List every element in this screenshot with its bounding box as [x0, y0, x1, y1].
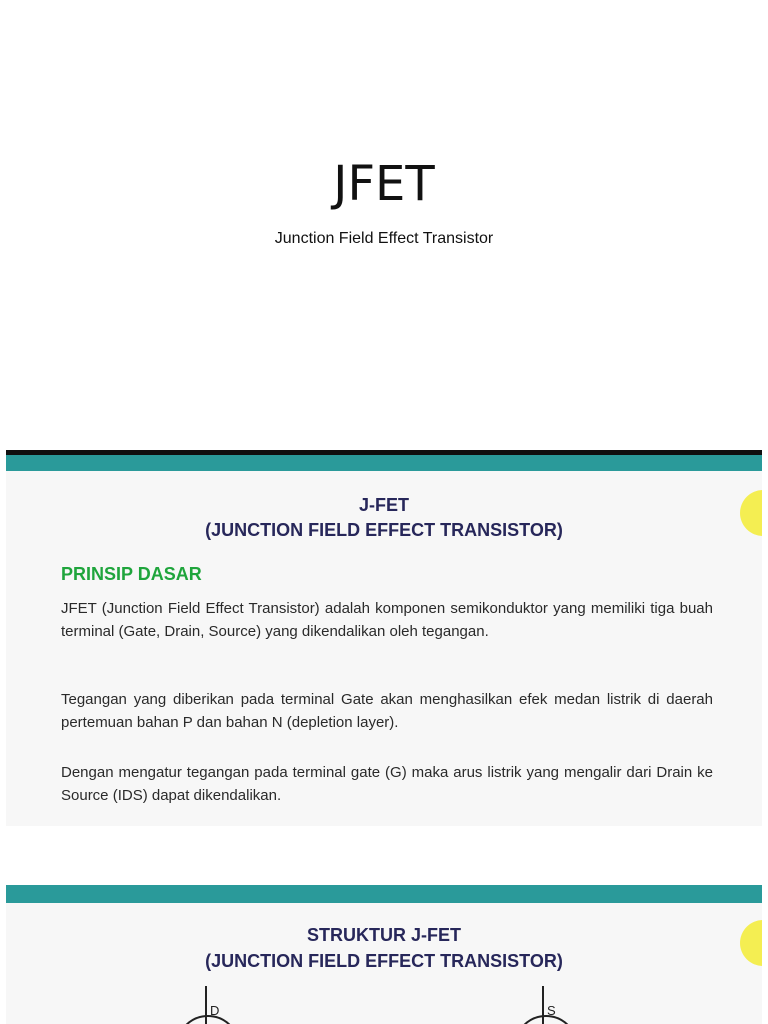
slide-subheading: (JUNCTION FIELD EFFECT TRANSISTOR) [205, 520, 563, 540]
paragraph: Dengan mengatur tegangan pada terminal gate (G) maka arus listrik yang mengalir dari Drain ke Source (IDS) dapat dikendalikan. [61, 764, 713, 804]
slide-prinsip-dasar [6, 450, 762, 826]
main-title: JFET [333, 156, 435, 212]
paragraph: JFET (Junction Field Effect Transistor) adalah komponen semikonduktor yang memiliki tiga buah terminal (Gate, Drain, Source) yang dikendalikan oleh tegangan. [61, 600, 713, 640]
section-title: PRINSIP DASAR [61, 564, 202, 584]
top-teal-bar [6, 455, 762, 471]
jfet-symbol-right [514, 1015, 578, 1024]
slide-heading: J-FET [358, 495, 409, 515]
slide-struktur [6, 885, 762, 1024]
paragraph: Tegangan yang diberikan pada terminal Gate akan menghasilkan efek medan listrik di daerah pertemuan bahan P dan bahan N (depletion layer). [61, 691, 713, 731]
slide-heading: STRUKTUR J-FET [307, 925, 461, 945]
jfet-symbol-left [176, 1015, 240, 1024]
top-teal-bar [6, 885, 762, 903]
drain-label: D [210, 1003, 220, 1018]
subtitle: Junction Field Effect Transistor [274, 230, 494, 247]
slide-subheading: (JUNCTION FIELD EFFECT TRANSISTOR) [205, 951, 563, 971]
source-label: S [547, 1003, 556, 1018]
title-slide [0, 0, 768, 440]
